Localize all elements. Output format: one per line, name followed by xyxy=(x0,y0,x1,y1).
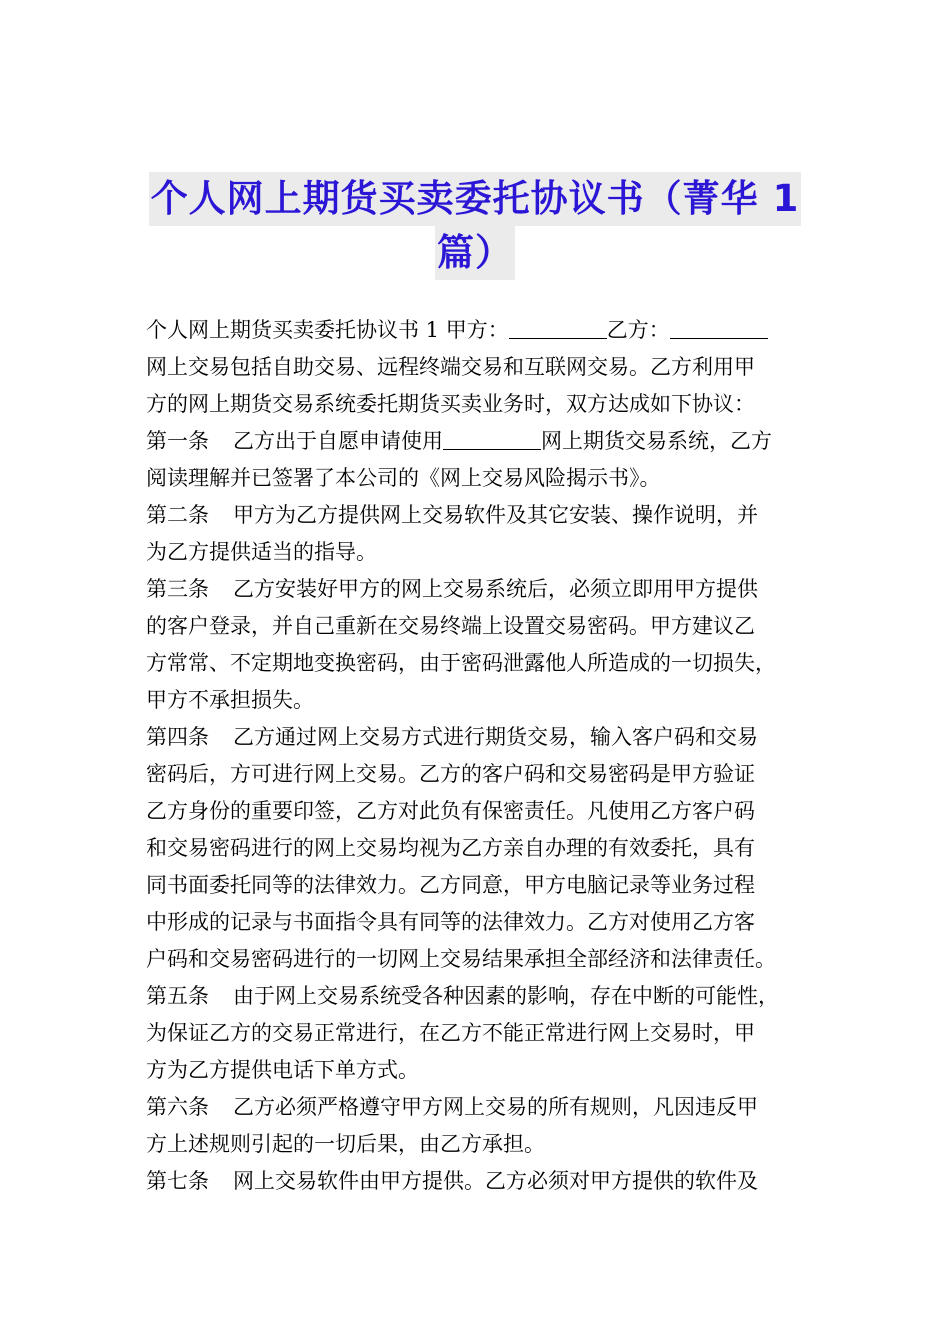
article-label: 第二条 xyxy=(146,503,209,527)
article-3-line-4: 甲方不承担损失。 xyxy=(146,688,314,712)
article-label: 第三条 xyxy=(146,577,209,601)
article-5-line-1 xyxy=(146,978,826,1015)
article-4-line-5: 同书面委托同等的法律效力。乙方同意，甲方电脑记录等业务过程 xyxy=(146,873,755,897)
title-line-2: 篇） xyxy=(435,226,515,280)
article-2-line-2: 为乙方提供适当的指导。 xyxy=(146,540,377,564)
intro-text: 个人网上期货买卖委托协议书 1 甲方： xyxy=(146,318,509,342)
party-b-label: 乙方： xyxy=(606,318,670,342)
article-label: 第五条 xyxy=(146,984,209,1008)
article-text: 乙方安装好甲方的网上交易系统后，必须立即用甲方提供 xyxy=(233,577,758,601)
system-name-blank xyxy=(443,427,541,450)
article-text: 甲方为乙方提供网上交易软件及其它安装、操作说明，并 xyxy=(233,503,758,527)
document-title xyxy=(0,172,950,280)
article-4-line-6: 中形成的记录与书面指令具有同等的法律效力。乙方对使用乙方客 xyxy=(146,910,755,934)
article-label: 第六条 xyxy=(146,1095,209,1119)
article-5-line-2: 为保证乙方的交易正常进行，在乙方不能正常进行网上交易时，甲 xyxy=(146,1021,755,1045)
article-3-line-3: 方常常、不定期地变换密码，由于密码泄露他人所造成的一切损失， xyxy=(146,651,776,675)
article-1-line-2: 阅读理解并已签署了本公司的《网上交易风险揭示书》。 xyxy=(146,466,661,490)
article-6-line-2: 方上述规则引起的一切后果，由乙方承担。 xyxy=(146,1132,545,1156)
article-3-line-1 xyxy=(146,571,826,608)
article-1-line-1 xyxy=(146,423,826,460)
article-2-line-1 xyxy=(146,497,826,534)
party-a-blank xyxy=(509,316,607,339)
article-text: 由于网上交易系统受各种因素的影响，存在中断的可能性， xyxy=(233,984,779,1008)
article-text: 网上期货交易系统，乙方 xyxy=(541,429,772,453)
article-4-line-2: 密码后，方可进行网上交易。乙方的客户码和交易密码是甲方验证 xyxy=(146,762,755,786)
article-4-line-3: 乙方身份的重要印签，乙方对此负有保密责任。凡使用乙方客户码 xyxy=(146,799,755,823)
article-7-line-1 xyxy=(146,1163,826,1200)
article-text: 网上交易软件由甲方提供。乙方必须对甲方提供的软件及 xyxy=(233,1169,758,1193)
article-5-line-3: 方为乙方提供电话下单方式。 xyxy=(146,1058,419,1082)
article-text: 乙方出于自愿申请使用 xyxy=(233,429,443,453)
article-4-line-4: 和交易密码进行的网上交易均视为乙方亲自办理的有效委托，具有 xyxy=(146,836,755,860)
article-label: 第七条 xyxy=(146,1169,209,1193)
article-label: 第四条 xyxy=(146,725,209,749)
document-body xyxy=(146,312,826,1200)
article-label: 第一条 xyxy=(146,429,209,453)
article-3-line-2: 的客户登录，并自己重新在交易终端上设置交易密码。甲方建议乙 xyxy=(146,614,755,638)
article-6-line-1 xyxy=(146,1089,826,1126)
paragraph-line: 方的网上期货交易系统委托期货买卖业务时，双方达成如下协议： xyxy=(146,392,755,416)
paragraph-line: 网上交易包括自助交易、远程终端交易和互联网交易。乙方利用甲 xyxy=(146,355,755,379)
article-4-line-7: 户码和交易密码进行的一切网上交易结果承担全部经济和法律责任。 xyxy=(146,947,776,971)
article-text: 乙方通过网上交易方式进行期货交易，输入客户码和交易 xyxy=(233,725,758,749)
article-4-line-1 xyxy=(146,719,826,756)
party-line xyxy=(146,312,826,349)
article-text: 乙方必须严格遵守甲方网上交易的所有规则，凡因违反甲 xyxy=(233,1095,758,1119)
title-line-1: 个人网上期货买卖委托协议书（菁华 1 xyxy=(149,172,802,226)
party-b-blank xyxy=(670,316,768,339)
